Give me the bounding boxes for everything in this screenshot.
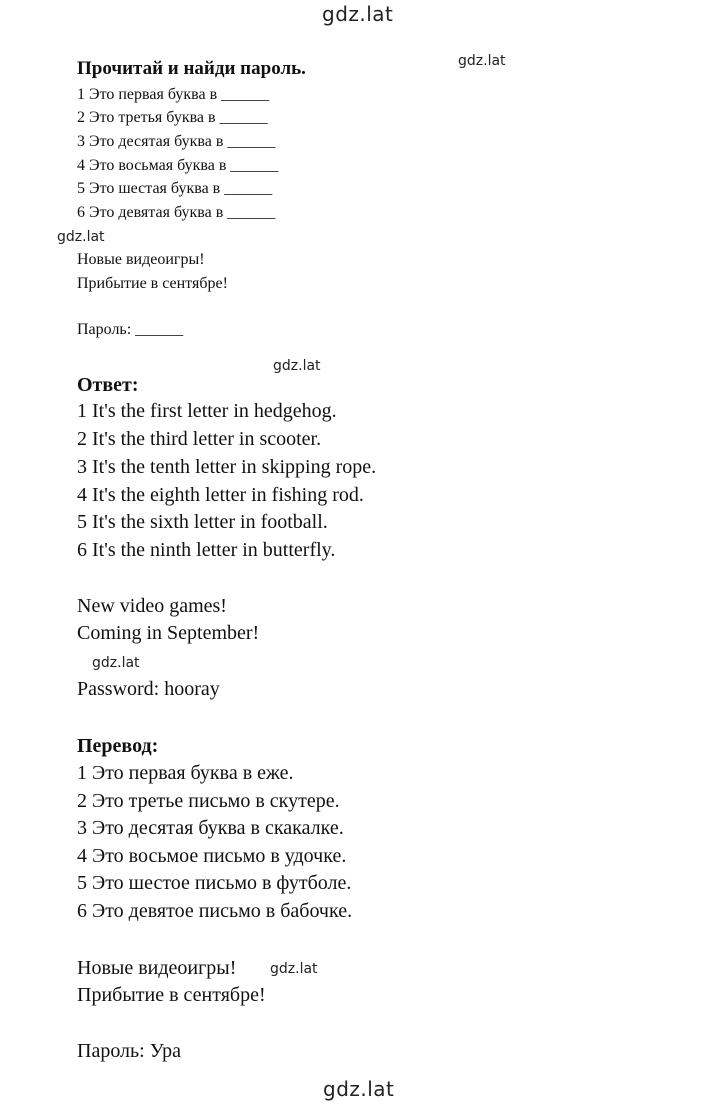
answer-password: Password: hooray [77, 678, 220, 700]
answer-line: 2 It's the third letter in scooter. [77, 428, 322, 450]
translation-line: 4 Это восьмое письмо в удочке. [77, 845, 347, 867]
task-password: Пароль: ______ [77, 321, 184, 338]
task-line: 6 Это девятая буква в ______ [77, 204, 276, 221]
translation-ad-line: Прибытие в сентябре! [77, 984, 266, 1006]
translation-line: 5 Это шестое письмо в футболе. [77, 872, 352, 894]
translation-line: 6 Это девятое письмо в бабочке. [77, 900, 353, 922]
answer-line: 5 It's the sixth letter in football. [77, 511, 328, 533]
task-ad-line: Новые видеоигры! [77, 251, 205, 268]
translation-line: 1 Это первая буква в еже. [77, 762, 294, 784]
answer-heading: Ответ: [77, 374, 139, 396]
answer-line: 4 It's the eighth letter in fishing rod. [77, 484, 364, 506]
task-title: Прочитай и найди пароль. [77, 58, 306, 79]
watermark-bottom: gdz.lat [323, 1077, 395, 1101]
answer-line: 3 It's the tenth letter in skipping rope. [77, 456, 377, 478]
answer-ad-line: New video games! [77, 595, 227, 617]
watermark-top: gdz.lat [322, 2, 394, 26]
watermark: gdz.lat [270, 961, 318, 977]
task-line: 5 Это шестая буква в ______ [77, 180, 273, 197]
translation-password: Пароль: Ура [77, 1040, 181, 1062]
answer-line: 6 It's the ninth letter in butterfly. [77, 539, 336, 561]
task-line: 1 Это первая буква в ______ [77, 86, 270, 103]
watermark: gdz.lat [92, 655, 140, 671]
task-line: 3 Это десятая буква в ______ [77, 133, 276, 150]
answer-ad-line: Coming in September! [77, 622, 260, 644]
task-line: 4 Это восьмая буква в ______ [77, 157, 279, 174]
translation-line: 2 Это третье письмо в скутере. [77, 790, 340, 812]
task-ad-line: Прибытие в сентябре! [77, 275, 228, 292]
translation-line: 3 Это десятая буква в скакалке. [77, 817, 344, 839]
task-line: 2 Это третья буква в ______ [77, 109, 268, 126]
translation-ad-line: Новые видеоигры! [77, 957, 237, 979]
translation-heading: Перевод: [77, 735, 159, 757]
watermark: gdz.lat [273, 358, 321, 374]
watermark: gdz.lat [57, 229, 105, 245]
watermark: gdz.lat [458, 53, 506, 69]
answer-line: 1 It's the first letter in hedgehog. [77, 400, 337, 422]
